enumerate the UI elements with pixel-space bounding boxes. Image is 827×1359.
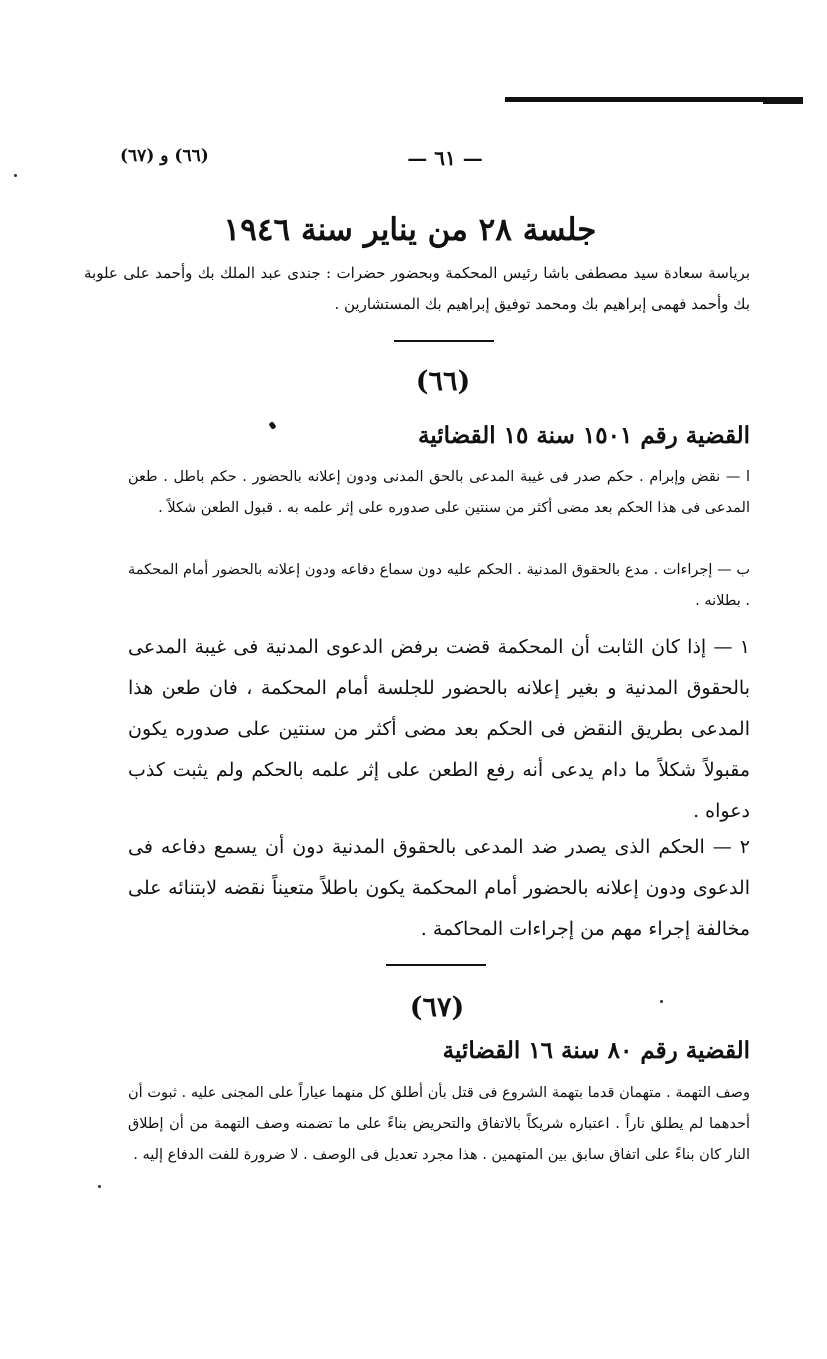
presidency-paragraph: برياسة سعادة سيد مصطفى باشا رئيس المحكمة وبحضور حضرات : جندى عبد الملك بك وأحمد على علوبة بك وأحمد فهمى إبراهيم بك ومحمد توفيق إبراهيم بك المستشارين .: [84, 264, 750, 313]
case-heading-66: القضية رقم ١٥٠١ سنة ١٥ القضائية: [417, 422, 750, 449]
top-rule: [505, 97, 803, 102]
speck: [660, 1000, 663, 1003]
speck: [98, 1185, 101, 1188]
case-66-summary-a: ا — نقض وإبرام . حكم صدر فى غيبة المدعى بالحق المدنى ودون إعلانه بالحضور . حكم باطل . طعن المدعى فى هذا الحكم بعد مضى أكثر من سنتين على صدوره على إثر علمه به . قبول الطعن شكلاً .: [128, 469, 750, 516]
page-number: — ٦١ —: [407, 146, 483, 170]
case-number-66: (٦٦): [415, 366, 471, 397]
case-66-summary-b: ب — إجراءات . مدع بالحقوق المدنية . الحكم عليه دون سماع دفاعه ودون إعلانه بالحضور أمام المحكمة . بطلانه .: [128, 562, 750, 609]
case-67-summary: وصف التهمة . متهمان قدما بتهمة الشروع فى قتل بأن أطلق كل منهما عياراً على المجنى عليه . ثبوت أن أحدهما لم يطلق ناراً . اعتباره شريكاً بالاتفاق والتحريض بناءً على ما تضمنه وصف التهمة من أن إطلاق النار كان بناءً على اتفاق سابق بين المتهمين . هذا مجرد تعديل فى الوصف . لا ضرورة للفت الدفاع إليه .: [128, 1085, 750, 1163]
speck: [14, 174, 17, 177]
case-heading-67: القضية رقم ٨٠ سنة ١٦ القضائية: [442, 1037, 750, 1064]
stray-mark: [268, 421, 276, 430]
section-divider: [394, 340, 494, 342]
case-number-67: (٦٧): [409, 992, 465, 1023]
session-title: جلسة ٢٨ من يناير سنة ١٩٤٦: [223, 212, 597, 248]
case-66-principle-2: ٢ — الحكم الذى يصدر ضد المدعى بالحقوق المدنية دون أن يسمع دفاعه فى الدعوى ودون إعلانه بالحضور أمام المحكمة يكون باطلاً متعيناً نقضه لابتنائه على مخالفة إجراء مهم من إجراءات المحاكمة .: [128, 836, 750, 940]
case-reference: (٦٦) و (٦٧): [120, 146, 209, 166]
section-divider: [386, 964, 486, 966]
case-66-principle-1: ١ — إذا كان الثابت أن المحكمة قضت برفض الدعوى المدنية فى غيبة المدعى بالحقوق المدنية و بغير إعلانه بالحضور للجلسة أمام المحكمة ، فان طعن هذا المدعى بطريق النقض فى الحكم بعد مضى أكثر من سنتين على صدوره يكون مقبولاً شكلاً ما دام يدعى أنه رفع الطعن على إثر علمه بالحكم ولم يثبت كذب دعواه .: [128, 636, 750, 822]
